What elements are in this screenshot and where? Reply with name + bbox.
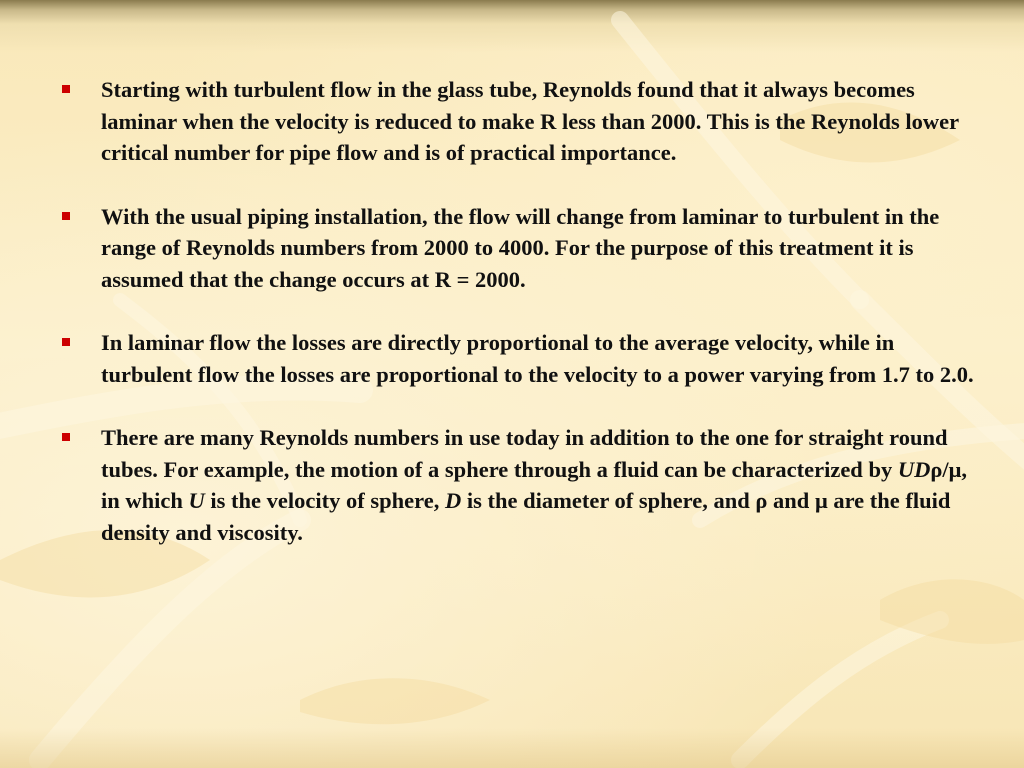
bullet-text xyxy=(101,425,967,545)
bullet-text: In laminar flow the losses are directly proportional to the average velocity, while in turbulent flow the losses are proportional to the velocity to a power varying from 1.7 to 2.0. xyxy=(101,330,974,387)
text-segment: is the velocity of sphere, xyxy=(204,488,445,513)
symbol-ud: UD xyxy=(897,456,931,482)
bottom-shade xyxy=(0,728,1024,768)
square-bullet-icon xyxy=(62,85,70,93)
symbol-u: U xyxy=(188,488,205,513)
bullet-item xyxy=(60,327,980,390)
bullet-item xyxy=(60,74,980,169)
bullet-text: With the usual piping installation, the flow will change from laminar to turbulent in the range of Reynolds numbers from 2000 to 4000. For the purpose of this treatment it is assumed that the change occurs at R = 2000. xyxy=(101,203,940,292)
square-bullet-icon xyxy=(62,212,70,220)
bullet-text: Starting with turbulent flow in the glass tube, Reynolds found that it always becomes laminar when the velocity is reduced to make R less than 2000. This is the Reynolds lower critical number for pipe flow and is of practical importance. xyxy=(101,77,959,165)
bullet-item xyxy=(60,422,980,548)
text-segment: ρ/μ, in which xyxy=(101,456,968,513)
text-segment: There are many Reynolds numbers in use today in addition to the one for straight round tubes. For example, the motion of a sphere through a fluid can be characterized by xyxy=(101,425,948,482)
bullet-item xyxy=(60,201,980,296)
symbol-d: D xyxy=(444,488,462,513)
square-bullet-icon xyxy=(62,433,70,441)
square-bullet-icon xyxy=(62,338,70,346)
bullet-list xyxy=(60,74,980,580)
text-segment: is the diameter of sphere, and ρ and μ are the fluid density and viscosity. xyxy=(101,488,951,545)
